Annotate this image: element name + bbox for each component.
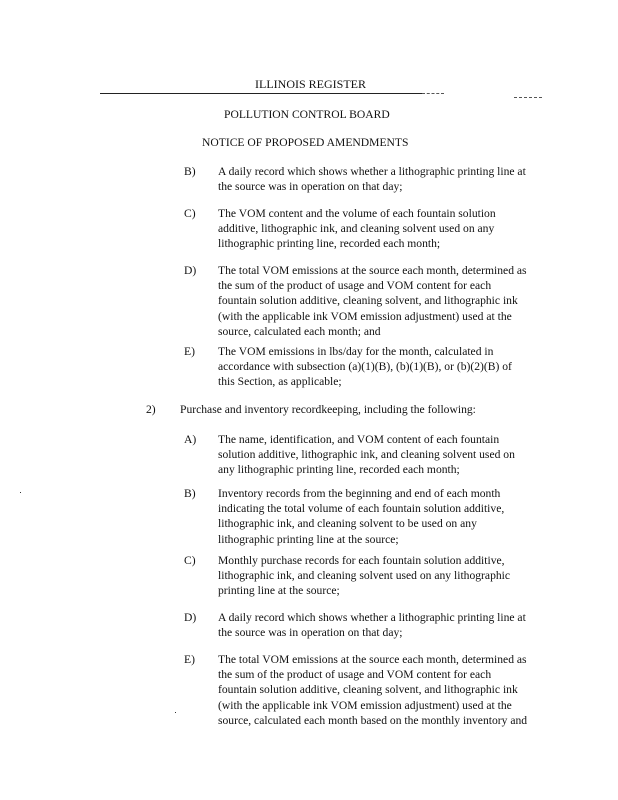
item-text-line: A daily record which shows whether a lithographic printing line at bbox=[218, 165, 526, 178]
item-text-line: solution additive, lithographic ink, and cleaning solvent used on bbox=[218, 448, 515, 462]
item-label: E) bbox=[184, 345, 195, 358]
item-text-line: The VOM content and the volume of each fountain solution bbox=[218, 207, 496, 220]
item-text-line: the source was in operation on that day; bbox=[218, 180, 403, 194]
item-text-line: (with the applicable ink VOM emission adjustment) used at the bbox=[218, 698, 512, 712]
scan-speck bbox=[175, 712, 176, 713]
item-text-line: lithographic printing line at the source; bbox=[218, 532, 399, 546]
item-text-line: additive, lithographic ink, and cleaning solvent used on any bbox=[218, 222, 495, 236]
item-text-line: A daily record which shows whether a lithographic printing line at bbox=[218, 611, 526, 624]
item-text-line: fountain solution additive, cleaning solvent, and lithographic ink bbox=[218, 294, 518, 308]
item-text-line: source, calculated each month based on the monthly inventory and bbox=[218, 713, 528, 727]
item-label: D) bbox=[184, 611, 197, 624]
item-text-line: accordance with subsection (a)(1)(B), (b)(1)(B), or (b)(2)(B) of bbox=[218, 360, 512, 374]
item-text-line: The total VOM emissions at the source each month, determined as bbox=[218, 264, 527, 277]
item-text-line: Monthly purchase records for each fountain solution additive, bbox=[218, 554, 505, 567]
item-label: C) bbox=[184, 207, 196, 220]
notice-title: NOTICE OF PROPOSED AMENDMENTS bbox=[202, 136, 409, 149]
item-label: E) bbox=[184, 653, 195, 666]
item-text-line: lithographic ink, and cleaning solvent used on any lithographic bbox=[218, 569, 511, 583]
register-title: ILLINOIS REGISTER bbox=[255, 77, 366, 91]
item-label: B) bbox=[184, 487, 196, 500]
item-label: A) bbox=[184, 433, 197, 446]
header-rule bbox=[100, 93, 422, 94]
agency-title: POLLUTION CONTROL BOARD bbox=[224, 108, 390, 121]
item-text-line: lithographic ink, and cleaning solvent to be used on any bbox=[218, 517, 477, 531]
item-text-line: lithographic printing line, recorded each month; bbox=[218, 237, 441, 251]
item-label: B) bbox=[184, 165, 196, 178]
item-label: 2) bbox=[146, 403, 156, 416]
item-text-line: The total VOM emissions at the source each month, determined as bbox=[218, 653, 527, 666]
item-text-line: (with the applicable ink VOM emission adjustment) used at the bbox=[218, 309, 512, 323]
item-text-line: any lithographic printing line, recorded each month; bbox=[218, 463, 460, 477]
header-rule-dashed bbox=[422, 93, 444, 94]
item-text-line: The name, identification, and VOM content of each fountain bbox=[218, 433, 500, 446]
item-text-line: Purchase and inventory recordkeeping, including the following: bbox=[180, 403, 476, 416]
item-text-line: The VOM emissions in lbs/day for the month, calculated in bbox=[218, 345, 494, 358]
item-text-line: the sum of the product of usage and VOM content for each bbox=[218, 279, 492, 293]
item-text-line: the source was in operation on that day; bbox=[218, 626, 403, 640]
item-text-line: indicating the total volume of each fountain solution additive, bbox=[218, 502, 505, 516]
header-rule-fragment bbox=[514, 97, 542, 98]
item-text-line: source, calculated each month; and bbox=[218, 324, 381, 338]
item-text-line: Inventory records from the beginning and end of each month bbox=[218, 487, 501, 500]
item-text-line: fountain solution additive, cleaning solvent, and lithographic ink bbox=[218, 683, 518, 697]
item-text-line: printing line at the source; bbox=[218, 584, 340, 598]
item-text-line: the sum of the product of usage and VOM content for each bbox=[218, 668, 492, 682]
item-text-line: this Section, as applicable; bbox=[218, 375, 342, 389]
item-label: C) bbox=[184, 554, 196, 567]
item-label: D) bbox=[184, 264, 197, 277]
scan-speck bbox=[20, 492, 21, 493]
